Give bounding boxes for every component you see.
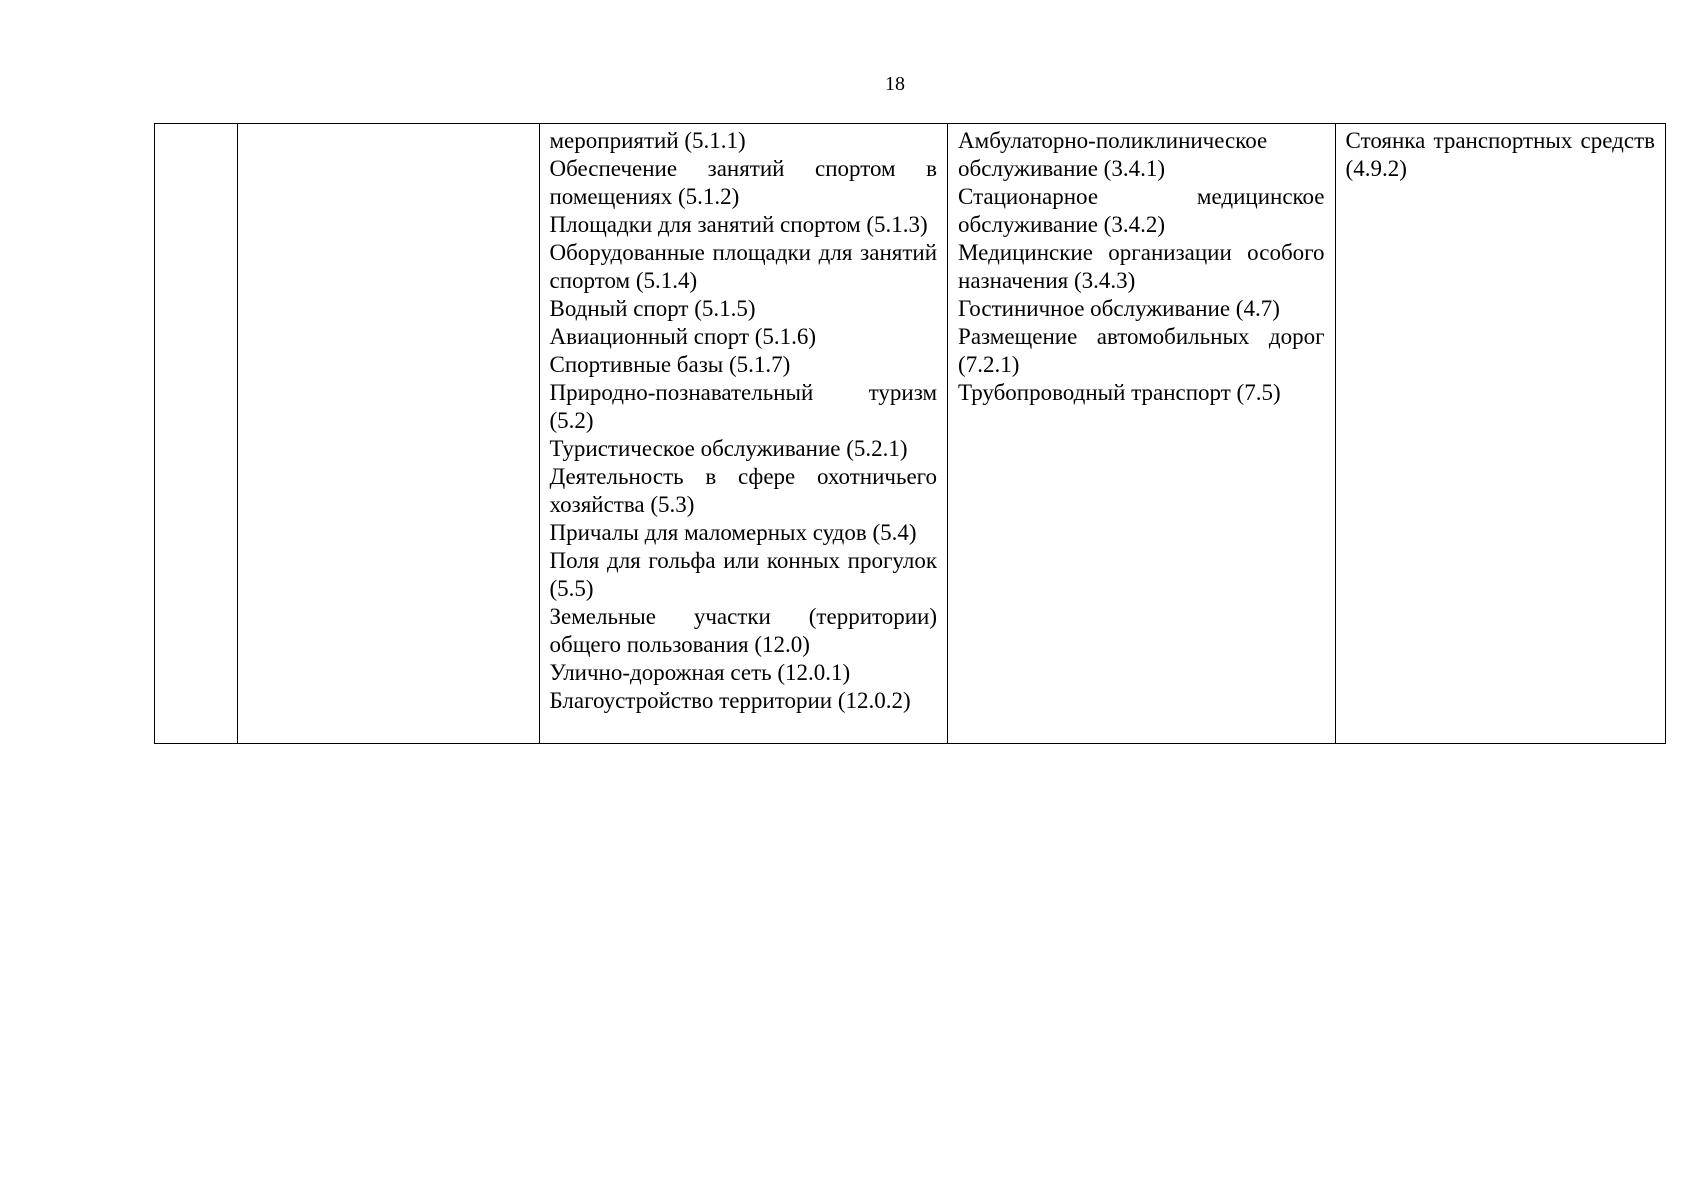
main-use-item: Деятельность в сфере охотничьего хозяйства (5.3) xyxy=(549,464,938,517)
main-use-item: Благоустройство территории (12.0.2) xyxy=(549,688,911,713)
main-use-item: Авиационный спорт (5.1.6) xyxy=(549,324,817,349)
main-use-item: Земельные участки (территории) общего пользования (12.0) xyxy=(549,604,938,657)
main-use-item: мероприятий (5.1.1) xyxy=(549,128,746,153)
conditional-use-item: Стационарное медицинское обслуживание (3.4.2) xyxy=(958,184,1325,237)
auxiliary-uses-cell xyxy=(1335,124,1665,744)
conditional-use-item: Медицинские организации особого назначения (3.4.3) xyxy=(958,240,1325,293)
page-number: 18 xyxy=(885,73,905,95)
conditional-use-item: Амбулаторно-поликлиническое обслуживание (3.4.1) xyxy=(958,128,1268,181)
row-number-cell xyxy=(155,124,238,744)
main-uses-cell xyxy=(539,124,948,744)
main-use-item: Улично-дорожная сеть (12.0.1) xyxy=(549,660,851,685)
main-use-item: Площадки для занятий спортом (5.1.3) xyxy=(549,212,928,237)
table-row xyxy=(155,124,1666,744)
main-use-item: Поля для гольфа или конных прогулок (5.5) xyxy=(549,548,938,601)
main-use-item: Спортивные базы (5.1.7) xyxy=(549,352,791,377)
main-use-item: Водный спорт (5.1.5) xyxy=(549,296,756,321)
main-use-item: Оборудованные площадки для занятий спортом (5.1.4) xyxy=(549,240,938,293)
main-use-item: Обеспечение занятий спортом в помещениях (5.1.2) xyxy=(549,156,938,209)
main-use-item: Природно-познавательный туризм (5.2) xyxy=(549,380,938,433)
auxiliary-use-item: Стоянка транспортных средств (4.9.2) xyxy=(1345,128,1655,181)
zone-cell xyxy=(238,124,539,744)
conditional-use-item: Размещение автомобильных дорог (7.2.1) xyxy=(958,324,1325,377)
conditional-use-item: Гостиничное обслуживание (4.7) xyxy=(958,296,1280,321)
conditional-use-item: Трубопроводный транспорт (7.5) xyxy=(958,380,1281,405)
main-use-item: Причалы для маломерных судов (5.4) xyxy=(549,520,917,545)
land-use-table xyxy=(154,123,1666,744)
main-use-item: Туристическое обслуживание (5.2.1) xyxy=(549,436,908,461)
conditional-uses-cell xyxy=(948,124,1336,744)
